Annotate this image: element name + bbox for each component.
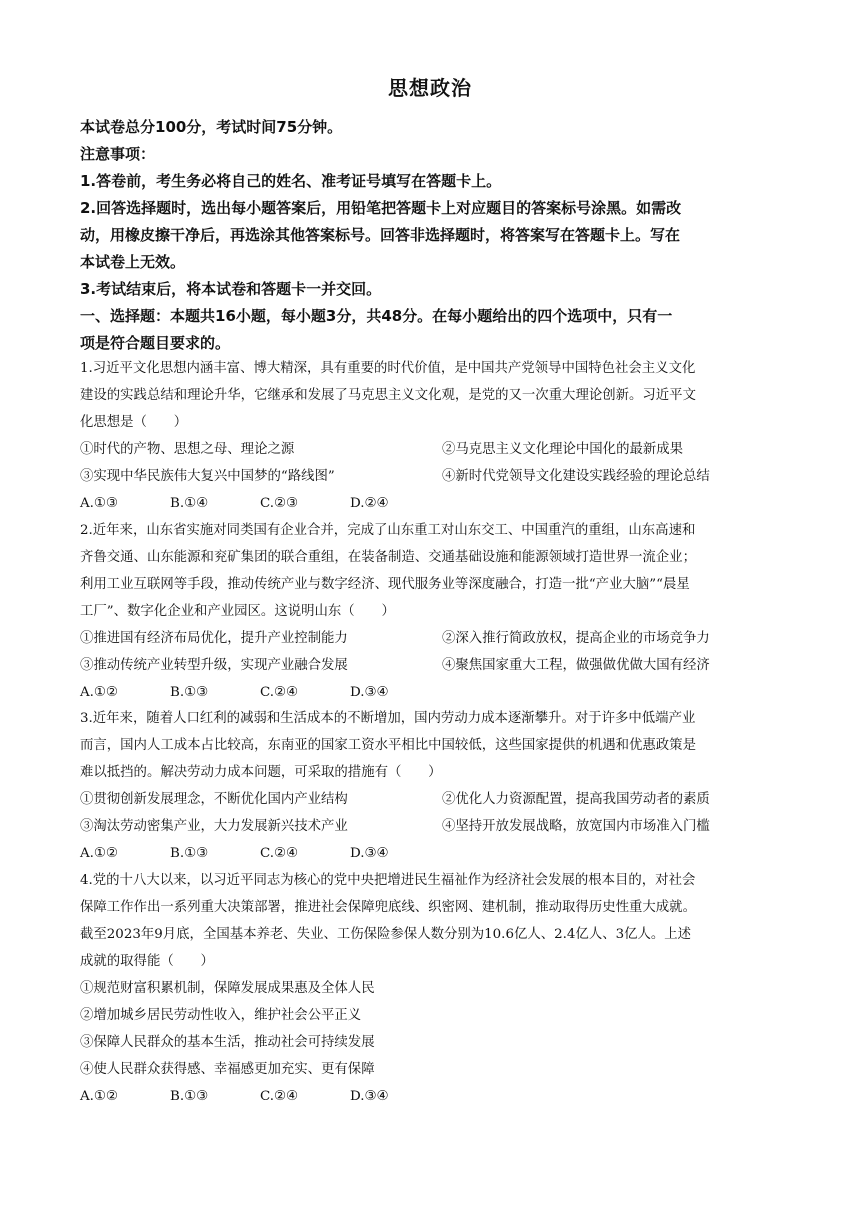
option-item: ②优化人力资源配置，提高我国劳动者的素质 xyxy=(442,792,710,807)
notice-title: 注意事项： xyxy=(80,145,156,163)
option-item: ④聚焦国家重大工程，做强做优做大国有经济 xyxy=(442,658,710,673)
question-stem: 截至2023年9月底，全国基本养老、失业、工伤保险参保人数分别为10.6亿人、2.4亿人、3亿人。上述 xyxy=(80,927,692,942)
choice-a: A.①② xyxy=(80,1089,118,1104)
question-stem: 建设的实践总结和理论升华，它继承和发展了马克思主义文化观，是党的又一次重大理论创新。习近平文 xyxy=(80,388,696,403)
question-3 xyxy=(80,705,780,867)
option-item: ②马克思主义文化理论中国化的最新成果 xyxy=(442,442,684,457)
notice-2c: 本试卷上无效。 xyxy=(80,253,186,271)
option-item: ①贯彻创新发展理念，不断优化国内产业结构 xyxy=(80,792,348,807)
choice-c: C.②③ xyxy=(260,496,299,511)
answer-choices xyxy=(80,840,780,867)
question-stem: 1.习近平文化思想内涵丰富、博大精深，具有重要的时代价值，是中国共产党领导中国特色社会主义文化 xyxy=(80,361,696,376)
option-item: ②增加城乡居民劳动性收入，维护社会公平正义 xyxy=(80,1008,362,1023)
notice-1: 1.答卷前，考生务必将自己的姓名、准考证号填写在答题卡上。 xyxy=(80,172,502,190)
option-item: ④坚持开放发展战略，放宽国内市场准入门槛 xyxy=(442,819,710,834)
answer-choices xyxy=(80,679,780,706)
question-stem: 成就的取得能（ ） xyxy=(80,954,214,969)
choice-d: D.③④ xyxy=(350,685,389,700)
option-item: ③保障人民群众的基本生活，推动社会可持续发展 xyxy=(80,1035,375,1050)
question-stem: 而言，国内人工成本占比较高，东南亚的国家工资水平相比中国较低，这些国家提供的机遇和优惠政策是 xyxy=(80,738,696,753)
page-title: 思想政治 xyxy=(388,76,472,100)
option-item: ①时代的产物、思想之母、理论之源 xyxy=(80,442,295,457)
question-1 xyxy=(80,355,780,517)
choice-a: A.①② xyxy=(80,846,118,861)
option-item: ①规范财富积累机制，保障发展成果惠及全体人民 xyxy=(80,981,375,996)
option-item: ②深入推行简政放权，提高企业的市场竞争力 xyxy=(442,631,710,646)
question-stem: 齐鲁交通、山东能源和兖矿集团的联合重组，在装备制造、交通基础设施和能源领域打造世界一流企业； xyxy=(80,550,696,565)
section-heading-b: 项是符合题目要求的。 xyxy=(80,334,231,352)
option-item: ③淘汰劳动密集产业，大力发展新兴技术产业 xyxy=(80,819,348,834)
choice-d: D.②④ xyxy=(350,496,389,511)
choice-b: B.①④ xyxy=(170,496,209,511)
choice-a: A.①③ xyxy=(80,496,118,511)
question-stem: 3.近年来，随着人口红利的减弱和生活成本的不断增加，国内劳动力成本逐渐攀升。对于许多中低端产业 xyxy=(80,711,696,726)
exam-header xyxy=(80,114,790,357)
question-stem: 工厂”、数字化企业和产业园区。这说明山东（ ） xyxy=(80,604,395,619)
option-item: ④使人民群众获得感、幸福感更加充实、更有保障 xyxy=(80,1062,375,1077)
choice-c: C.②④ xyxy=(260,1089,299,1104)
score-line: 本试卷总分100分，考试时间75分钟。 xyxy=(80,118,343,136)
choice-b: B.①③ xyxy=(170,1089,209,1104)
answer-choices xyxy=(80,490,780,517)
notice-2b: 动，用橡皮擦干净后，再选涂其他答案标号。回答非选择题时，将答案写在答题卡上。写在 xyxy=(80,226,681,244)
choice-a: A.①② xyxy=(80,685,118,700)
question-stem: 利用工业互联网等手段，推动传统产业与数字经济、现代服务业等深度融合，打造一批“产业大脑”“晨星 xyxy=(80,577,690,592)
option-item: ①推进国有经济布局优化，提升产业控制能力 xyxy=(80,631,348,646)
question-stem: 4.党的十八大以来，以习近平同志为核心的党中央把增进民生福祉作为经济社会发展的根本目的，对社会 xyxy=(80,873,696,888)
section-heading-a: 一、选择题：本题共16小题，每小题3分，共48分。在每小题给出的四个选项中，只有一 xyxy=(80,307,673,325)
question-4 xyxy=(80,867,780,1110)
option-item: ④新时代党领导文化建设实践经验的理论总结 xyxy=(442,469,710,484)
notice-3: 3.考试结束后，将本试卷和答题卡一并交回。 xyxy=(80,280,382,298)
answer-choices xyxy=(80,1083,780,1110)
notice-2a: 2.回答选择题时，选出每小题答案后，用铅笔把答题卡上对应题目的答案标号涂黑。如需改 xyxy=(80,199,682,217)
question-stem: 难以抵挡的。解决劳动力成本问题，可采取的措施有（ ） xyxy=(80,765,442,780)
choice-d: D.③④ xyxy=(350,846,389,861)
option-item: ③推动传统产业转型升级，实现产业融合发展 xyxy=(80,658,348,673)
option-item: ③实现中华民族伟大复兴中国梦的“路线图” xyxy=(80,469,335,484)
choice-c: C.②④ xyxy=(260,846,299,861)
choice-c: C.②④ xyxy=(260,685,299,700)
question-2 xyxy=(80,517,780,706)
question-stem: 保障工作作出一系列重大决策部署，推进社会保障兜底线、织密网、建机制，推动取得历史性重大成就。 xyxy=(80,900,696,915)
choice-d: D.③④ xyxy=(350,1089,389,1104)
choice-b: B.①③ xyxy=(170,685,209,700)
question-stem: 2.近年来，山东省实施对同类国有企业合并，完成了山东重工对山东交工、中国重汽的重组，山东高速和 xyxy=(80,523,696,538)
question-stem: 化思想是（ ） xyxy=(80,415,188,430)
choice-b: B.①③ xyxy=(170,846,209,861)
